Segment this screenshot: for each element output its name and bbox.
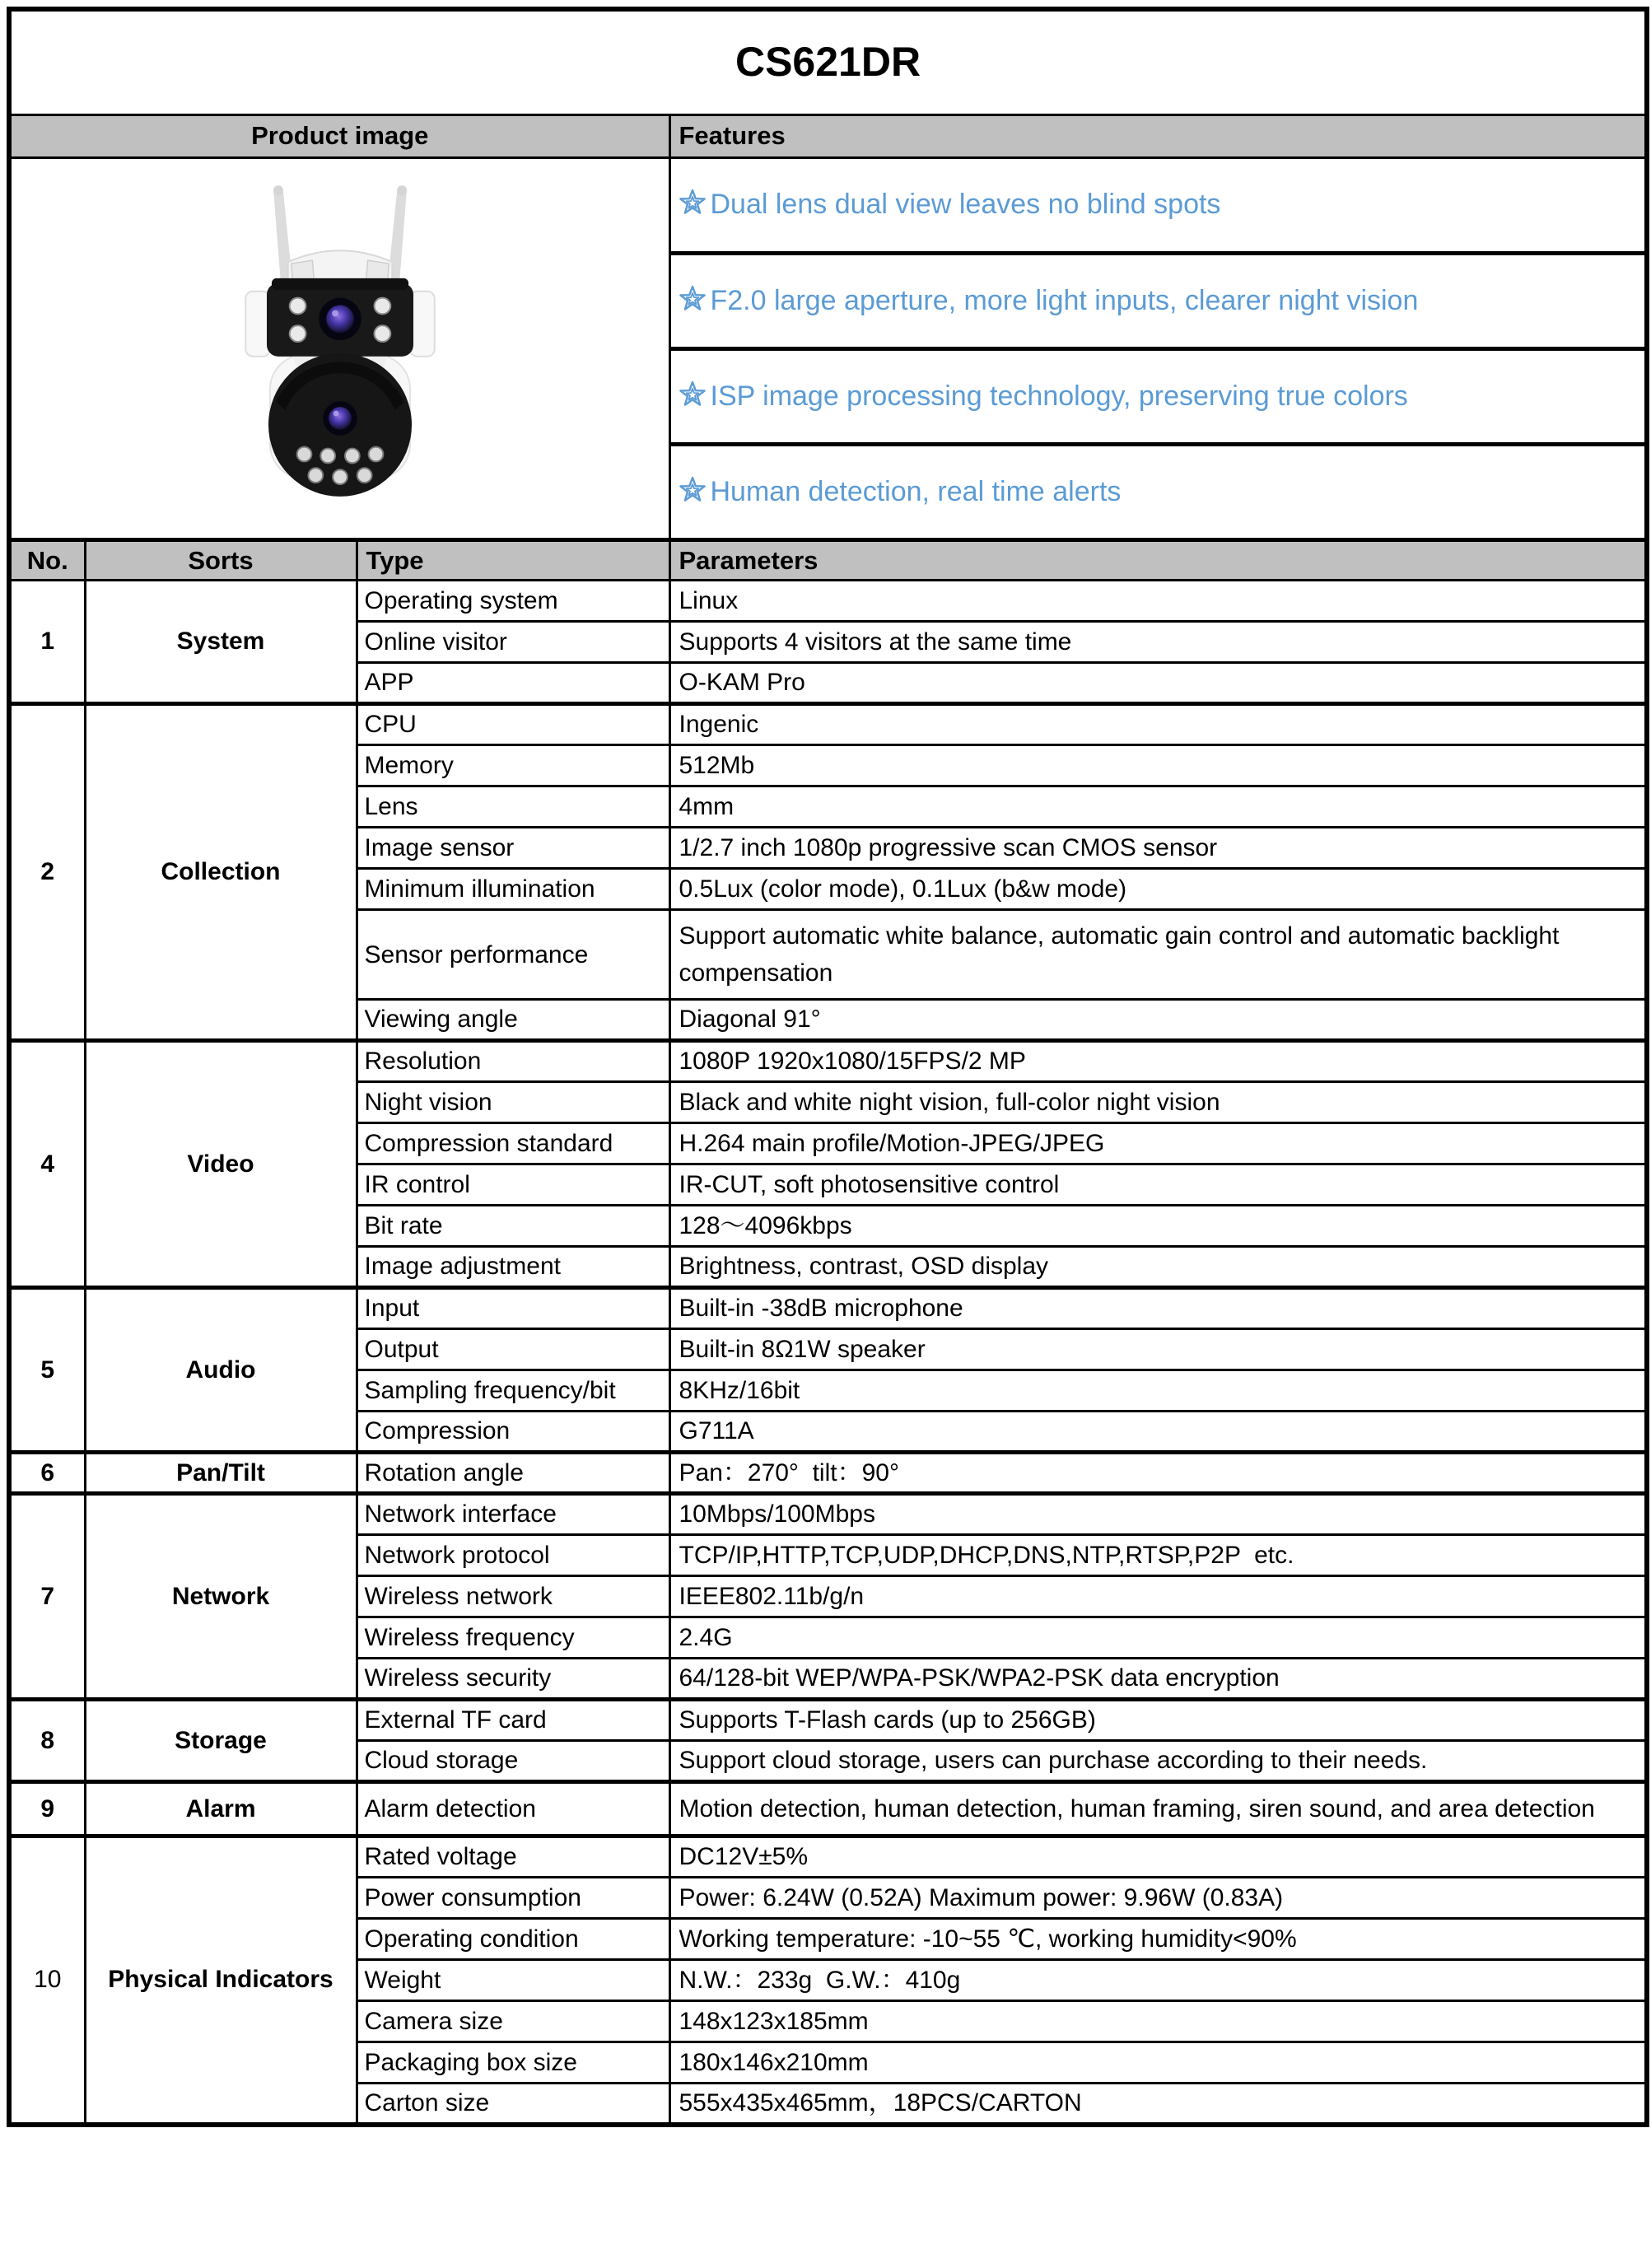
image-features-header-row xyxy=(9,114,1647,157)
spec-parameters: H.264 main profile/Motion-JPEG/JPEG xyxy=(669,1123,1647,1164)
section-no: 2 xyxy=(9,704,85,1041)
spec-parameters: Working temperature: -10~55 ℃, working humidity<90% xyxy=(669,1919,1647,1960)
section-sorts: System xyxy=(85,581,357,704)
feature-text: Dual lens dual view leaves no blind spots xyxy=(710,189,1221,221)
spec-row xyxy=(9,1041,1647,1082)
spec-row xyxy=(9,1836,1647,1878)
feature-text: ISP image processing technology, preserving true colors xyxy=(710,380,1408,412)
spec-parameters: 10Mbps/100Mbps xyxy=(669,1494,1647,1535)
spec-parameters: Built-in 8Ω1W speaker xyxy=(669,1329,1647,1370)
spec-type: Wireless network xyxy=(357,1576,669,1617)
spec-row xyxy=(9,1700,1647,1741)
spec-type: Carton size xyxy=(357,2084,669,2125)
spec-type: Image adjustment xyxy=(357,1247,669,1288)
star-icon xyxy=(678,189,707,218)
spec-type: Camera size xyxy=(357,2001,669,2042)
feature-item xyxy=(669,157,1647,253)
spec-type: Viewing angle xyxy=(357,1000,669,1041)
spec-parameters: Support cloud storage, users can purchase according to their needs. xyxy=(669,1741,1647,1782)
spec-parameters: 4mm xyxy=(669,786,1647,828)
spec-type: Lens xyxy=(357,786,669,828)
spec-parameters: N.W.：233g G.W.：410g xyxy=(669,1960,1647,2001)
spec-type: IR control xyxy=(357,1164,669,1206)
section-no: 8 xyxy=(9,1700,85,1782)
features-header: Features xyxy=(669,114,1647,157)
spec-type: Bit rate xyxy=(357,1206,669,1247)
spec-parameters: Pan：270° tilt：90° xyxy=(669,1453,1647,1494)
spec-type: Image sensor xyxy=(357,828,669,869)
spec-parameters: Linux xyxy=(669,581,1647,622)
spec-type: Output xyxy=(357,1329,669,1370)
feature-text: Human detection, real time alerts xyxy=(710,475,1122,507)
spec-type: Minimum illumination xyxy=(357,869,669,910)
section-sorts: Physical Indicators xyxy=(85,1836,357,2125)
product-image-header: Product image xyxy=(9,114,669,157)
spec-parameters: Ingenic xyxy=(669,704,1647,745)
spec-type: Compression standard xyxy=(357,1123,669,1164)
spec-type: External TF card xyxy=(357,1700,669,1741)
spec-type: Cloud storage xyxy=(357,1741,669,1782)
star-icon xyxy=(678,285,707,315)
spec-type: Sampling frequency/bit xyxy=(357,1370,669,1412)
spec-type: Input xyxy=(357,1288,669,1329)
section-no: 10 xyxy=(9,1836,85,2125)
spec-type: Memory xyxy=(357,745,669,786)
spec-parameters: Diagonal 91° xyxy=(669,1000,1647,1041)
spec-type: Operating condition xyxy=(357,1919,669,1960)
spec-type: Weight xyxy=(357,1960,669,2001)
col-header-parameters: Parameters xyxy=(669,539,1647,581)
spec-type: Resolution xyxy=(357,1041,669,1082)
spec-parameters: 0.5Lux (color mode), 0.1Lux (b&w mode) xyxy=(669,869,1647,910)
section-sorts: Network xyxy=(85,1494,357,1700)
section-sorts: Audio xyxy=(85,1288,357,1453)
spec-type: Packaging box size xyxy=(357,2042,669,2084)
col-header-sorts: Sorts xyxy=(85,539,357,581)
spec-row xyxy=(9,1494,1647,1535)
spec-parameters: 1080P 1920x1080/15FPS/2 MP xyxy=(669,1041,1647,1082)
spec-parameters: DC12V±5% xyxy=(669,1836,1647,1878)
spec-parameters: O-KAM Pro xyxy=(669,663,1647,704)
title-row xyxy=(9,9,1647,114)
spec-type: Alarm detection xyxy=(357,1782,669,1836)
spec-parameters: 8KHz/16bit xyxy=(669,1370,1647,1412)
spec-parameters: 64/128-bit WEP/WPA-PSK/WPA2-PSK data encryption xyxy=(669,1659,1647,1700)
spec-type: Rated voltage xyxy=(357,1836,669,1878)
spec-type: Wireless frequency xyxy=(357,1617,669,1659)
spec-parameters: Black and white night vision, full-color night vision xyxy=(669,1082,1647,1123)
star-icon xyxy=(678,380,707,410)
spec-parameters: G711A xyxy=(669,1412,1647,1453)
spec-type: Network interface xyxy=(357,1494,669,1535)
section-no: 6 xyxy=(9,1453,85,1494)
spec-type: Night vision xyxy=(357,1082,669,1123)
spec-parameters: 555x435x465mm，18PCS/CARTON xyxy=(669,2084,1647,2125)
spec-type: Rotation angle xyxy=(357,1453,669,1494)
spec-type: APP xyxy=(357,663,669,704)
spec-type: Online visitor xyxy=(357,622,669,663)
spec-parameters: 128～4096kbps xyxy=(669,1206,1647,1247)
spec-parameters: 180x146x210mm xyxy=(669,2042,1647,2084)
star-icon xyxy=(678,476,707,506)
col-header-no: No. xyxy=(9,539,85,581)
spec-parameters: 1/2.7 inch 1080p progressive scan CMOS sensor xyxy=(669,828,1647,869)
spec-type: Wireless security xyxy=(357,1659,669,1700)
col-header-type: Type xyxy=(357,539,669,581)
spec-parameters: Power: 6.24W (0.52A) Maximum power: 9.96W (0.83A) xyxy=(669,1878,1647,1919)
spec-row xyxy=(9,704,1647,745)
feature-item xyxy=(669,444,1647,539)
camera-product-image xyxy=(194,179,487,508)
spec-type: CPU xyxy=(357,704,669,745)
spec-parameters: 148x123x185mm xyxy=(669,2001,1647,2042)
spec-parameters: Support automatic white balance, automatic gain control and automatic backlight compensation xyxy=(669,910,1647,1000)
spec-parameters: Built-in -38dB microphone xyxy=(669,1288,1647,1329)
spec-type: Network protocol xyxy=(357,1535,669,1576)
spec-row xyxy=(9,1782,1647,1836)
spec-row xyxy=(9,1453,1647,1494)
spec-row xyxy=(9,581,1647,622)
feature-text: F2.0 large aperture, more light inputs, clearer night vision xyxy=(710,284,1419,316)
spec-parameters: TCP/IP,HTTP,TCP,UDP,DHCP,DNS,NTP,RTSP,P2P etc. xyxy=(669,1535,1647,1576)
spec-parameters: IEEE802.11b/g/n xyxy=(669,1576,1647,1617)
spec-parameters: 512Mb xyxy=(669,745,1647,786)
section-no: 1 xyxy=(9,581,85,704)
spec-table xyxy=(7,7,1649,2127)
product-image-cell xyxy=(9,157,669,539)
section-no: 9 xyxy=(9,1782,85,1836)
section-sorts: Video xyxy=(85,1041,357,1288)
spec-parameters: Brightness, contrast, OSD display xyxy=(669,1247,1647,1288)
spec-type: Sensor performance xyxy=(357,910,669,1000)
spec-parameters: Supports T-Flash cards (up to 256GB) xyxy=(669,1700,1647,1741)
section-no: 5 xyxy=(9,1288,85,1453)
page-title: CS621DR xyxy=(9,9,1647,114)
feature-item xyxy=(669,348,1647,444)
section-sorts: Storage xyxy=(85,1700,357,1782)
spec-type: Power consumption xyxy=(357,1878,669,1919)
section-no: 4 xyxy=(9,1041,85,1288)
spec-type: Operating system xyxy=(357,581,669,622)
section-sorts: Alarm xyxy=(85,1782,357,1836)
spec-type: Compression xyxy=(357,1412,669,1453)
spec-parameters: 2.4G xyxy=(669,1617,1647,1659)
column-header-row xyxy=(9,539,1647,581)
section-no: 7 xyxy=(9,1494,85,1700)
spec-parameters: Motion detection, human detection, human framing, siren sound, and area detection xyxy=(669,1782,1647,1836)
feature-row xyxy=(9,157,1647,253)
spec-parameters: IR-CUT, soft photosensitive control xyxy=(669,1164,1647,1206)
spec-parameters: Supports 4 visitors at the same time xyxy=(669,622,1647,663)
feature-item xyxy=(669,253,1647,348)
spec-row xyxy=(9,1288,1647,1329)
section-sorts: Collection xyxy=(85,704,357,1041)
section-sorts: Pan/Tilt xyxy=(85,1453,357,1494)
